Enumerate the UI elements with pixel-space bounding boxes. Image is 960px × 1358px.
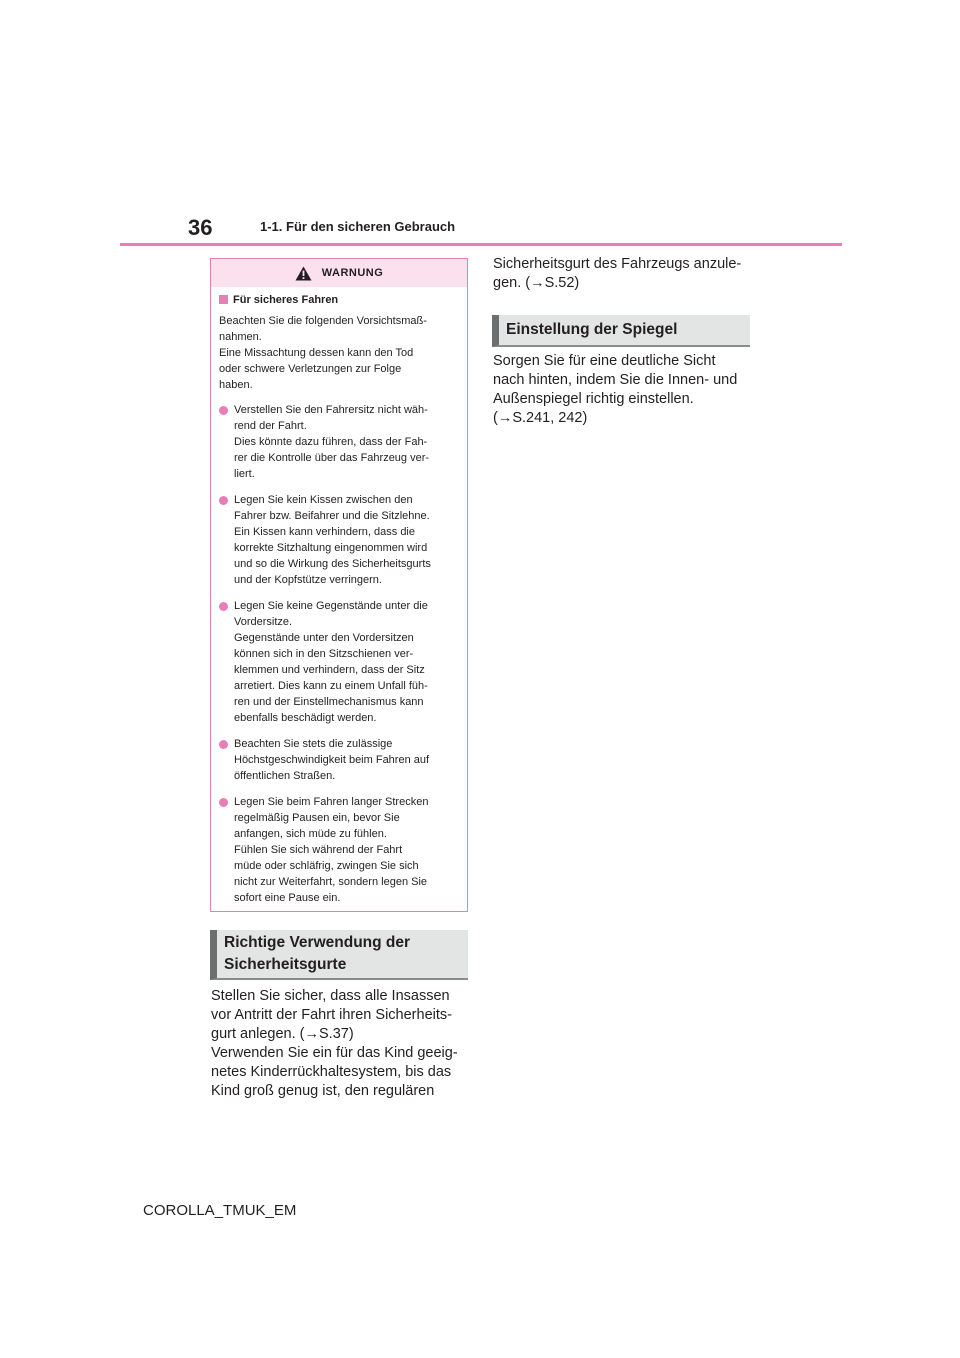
warning-subtitle: [219, 293, 459, 307]
mirror-section-heading: [492, 315, 750, 347]
mirror-body-text: Sorgen Sie für eine deutliche Sicht nach hinten, indem Sie die Innen- und Außenspiegel richtig einstellen. (→S.241, 242): [493, 353, 738, 426]
warning-bullet-text: Legen Sie kein Kissen zwischen den Fahrer bzw. Beifahrer und die Sitzlehne. Ein Kissen kann verhindern, dass die korrekte Sitzhaltung eingenommen wird und so die Wirkung des Sicherheitsgurts und der Kopfstütze verringern.: [234, 494, 431, 586]
circle-bullet-icon: [219, 740, 228, 749]
page-number: 36: [188, 215, 213, 240]
warning-bullet-text: Verstellen Sie den Fahrersitz nicht wäh- rend der Fahrt. Dies könnte dazu führen, dass der Fah- rer die Kontrolle über das Fahrzeug ver- liert.: [234, 404, 430, 480]
seatbelt-section-heading: [210, 930, 468, 980]
warning-header: [211, 259, 467, 287]
circle-bullet-icon: [219, 496, 228, 505]
document-code: COROLLA_TMUK_EM: [143, 1202, 297, 1219]
warning-bullet-text: Legen Sie beim Fahren langer Strecken regelmäßig Pausen ein, bevor Sie anfangen, sich müde zu fühlen. Fühlen Sie sich während der Fahrt müde oder schläfrig, zwingen Sie sich nicht zur Weiterfahrt, sondern legen Sie sofort eine Pause ein.: [234, 796, 429, 904]
warning-body: [211, 287, 467, 906]
warning-bullet: [219, 402, 459, 482]
circle-bullet-icon: [219, 602, 228, 611]
warning-subtitle-text: Für sicheres Fahren: [233, 294, 339, 306]
warning-bullet: [219, 736, 459, 784]
header-divider: [120, 243, 842, 246]
warning-bullet-text: Beachten Sie stets die zulässige Höchstgeschwindigkeit beim Fahren auf öffentlichen Straßen.: [234, 738, 430, 782]
warning-triangle-icon: [295, 266, 312, 281]
mirror-heading-text: Einstellung der Spiegel: [506, 321, 678, 338]
seatbelt-body-continuation: Sicherheitsgurt des Fahrzeugs anzule- gen. (→S.52): [493, 256, 742, 291]
circle-bullet-icon: [219, 798, 228, 807]
square-bullet-icon: [219, 295, 228, 304]
seatbelt-heading-text: Richtige Verwendung der Sicherheitsgurte: [224, 934, 411, 973]
warning-bullet-text: Legen Sie keine Gegenstände unter die Vordersitze. Gegenstände unter den Vordersitzen können sich in den Sitzschienen ver- klemmen und verhindern, dass der Sitz arretiert. Dies kann zu einem Unfall füh- ren und der Einstellmechanismus kann ebenfalls beschädigt werden.: [234, 600, 428, 724]
warning-bullet: [219, 492, 459, 588]
warning-title: WARNUNG: [321, 267, 384, 279]
seatbelt-body-text: Stellen Sie sicher, dass alle Insassen vor Antritt der Fahrt ihren Sicherheits- gurt anlegen. (→S.37) Verwenden Sie ein für das Kind geeig- netes Kinderrückhaltesystem, bis das Kind groß genug ist, den regulären: [211, 988, 458, 1099]
warning-bullet: [219, 794, 459, 906]
section-title: 1-1. Für den sicheren Gebrauch: [260, 219, 456, 234]
warning-intro: Beachten Sie die folgenden Vorsichtsmaß- nahmen. Eine Missachtung dessen kann den Tod oder schwere Verletzungen zur Folge haben.: [219, 315, 427, 391]
warning-bullet: [219, 598, 459, 726]
warning-box: [210, 258, 468, 912]
circle-bullet-icon: [219, 406, 228, 415]
